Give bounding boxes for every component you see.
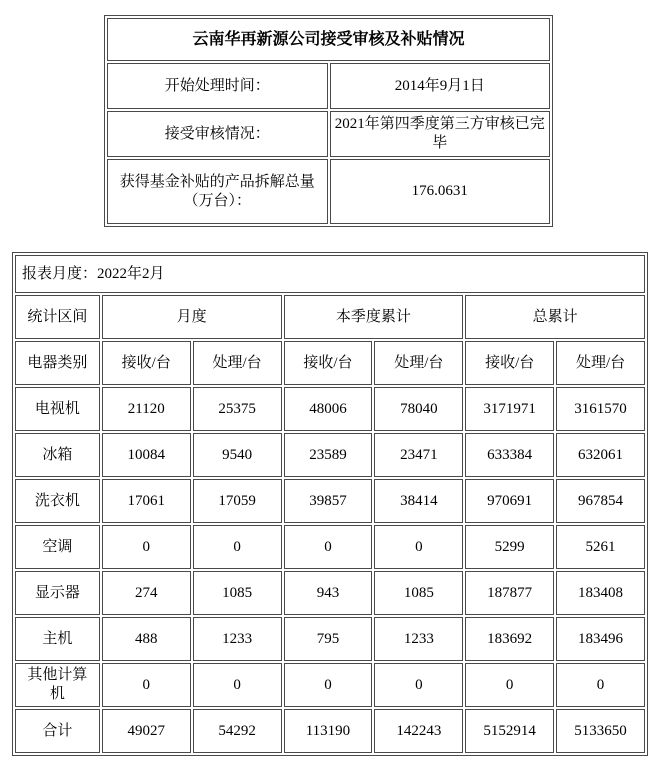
cell-value: 183692 [465,617,554,661]
table-row-monitor [15,571,645,615]
summary-row-subsidy-total [107,159,550,224]
category-label: 合计 [15,709,100,753]
summary-title-row [107,18,550,61]
table-row-fridge [15,433,645,477]
summary-row-audit-status [107,111,550,157]
cell-value: 0 [374,663,463,707]
cell-value: 5133650 [556,709,645,753]
cell-value: 17061 [102,479,191,523]
cell-value: 1085 [193,571,282,615]
cell-value: 5261 [556,525,645,569]
cell-value: 142243 [374,709,463,753]
cell-value: 9540 [193,433,282,477]
audit-status-value: 2021年第四季度第三方审核已完毕 [330,111,551,157]
cell-value: 187877 [465,571,554,615]
cell-value: 0 [102,663,191,707]
subsidy-total-value: 176.0631 [330,159,551,224]
audit-status-label: 接受审核情况： [107,111,328,157]
subheader-total-received: 接收/台 [465,341,554,385]
summary-row-start-time [107,63,550,109]
table-row-total [15,709,645,753]
cell-value: 48006 [284,387,373,431]
cell-value: 0 [284,663,373,707]
category-label: 空调 [15,525,100,569]
subheader-total-processed: 处理/台 [556,341,645,385]
cell-value: 3171971 [465,387,554,431]
cell-value: 21120 [102,387,191,431]
cell-value: 0 [193,525,282,569]
table-row-host [15,617,645,661]
header-group-total: 总累计 [465,295,645,339]
category-label: 其他计算机 [15,663,100,707]
cell-value: 49027 [102,709,191,753]
cell-value: 633384 [465,433,554,477]
summary-table-title: 云南华再新源公司接受审核及补贴情况 [107,18,550,61]
cell-value: 25375 [193,387,282,431]
cell-value: 5152914 [465,709,554,753]
table-row-other-computer [15,663,645,707]
cell-value: 54292 [193,709,282,753]
cell-value: 795 [284,617,373,661]
table-row-washer [15,479,645,523]
cell-value: 0 [102,525,191,569]
subsidy-total-label: 获得基金补贴的产品拆解总量（万台）： [107,159,328,224]
subheader-month-processed: 处理/台 [193,341,282,385]
subheader-quarter-received: 接收/台 [284,341,373,385]
table-row-aircon [15,525,645,569]
category-label: 显示器 [15,571,100,615]
cell-value: 3161570 [556,387,645,431]
cell-value: 38414 [374,479,463,523]
cell-value: 183496 [556,617,645,661]
report-period-row [15,255,645,293]
cell-value: 1233 [193,617,282,661]
subheader-month-received: 接收/台 [102,341,191,385]
cell-value: 1233 [374,617,463,661]
cell-value: 1085 [374,571,463,615]
subheader-category: 电器类别 [15,341,100,385]
cell-value: 10084 [102,433,191,477]
monthly-report-table [12,252,648,756]
header-group-quarter: 本季度累计 [284,295,464,339]
cell-value: 113190 [284,709,373,753]
cell-value: 274 [102,571,191,615]
cell-value: 0 [374,525,463,569]
cell-value: 488 [102,617,191,661]
cell-value: 943 [284,571,373,615]
category-label: 冰箱 [15,433,100,477]
category-label: 主机 [15,617,100,661]
category-label: 电视机 [15,387,100,431]
cell-value: 5299 [465,525,554,569]
table-row-tv [15,387,645,431]
cell-value: 39857 [284,479,373,523]
cell-value: 78040 [374,387,463,431]
cell-value: 632061 [556,433,645,477]
category-label: 洗衣机 [15,479,100,523]
cell-value: 967854 [556,479,645,523]
start-time-label: 开始处理时间： [107,63,328,109]
cell-value: 0 [284,525,373,569]
subheader-quarter-processed: 处理/台 [374,341,463,385]
cell-value: 0 [465,663,554,707]
report-period-label: 报表月度：2022年2月 [15,255,645,293]
report-subheader-row [15,341,645,385]
cell-value: 0 [193,663,282,707]
start-time-value: 2014年9月1日 [330,63,551,109]
cell-value: 17059 [193,479,282,523]
cell-value: 970691 [465,479,554,523]
cell-value: 0 [556,663,645,707]
cell-value: 183408 [556,571,645,615]
cell-value: 23471 [374,433,463,477]
header-group-month: 月度 [102,295,282,339]
report-header-row [15,295,645,339]
header-stat-range: 统计区间 [15,295,100,339]
summary-table [104,15,553,227]
cell-value: 23589 [284,433,373,477]
